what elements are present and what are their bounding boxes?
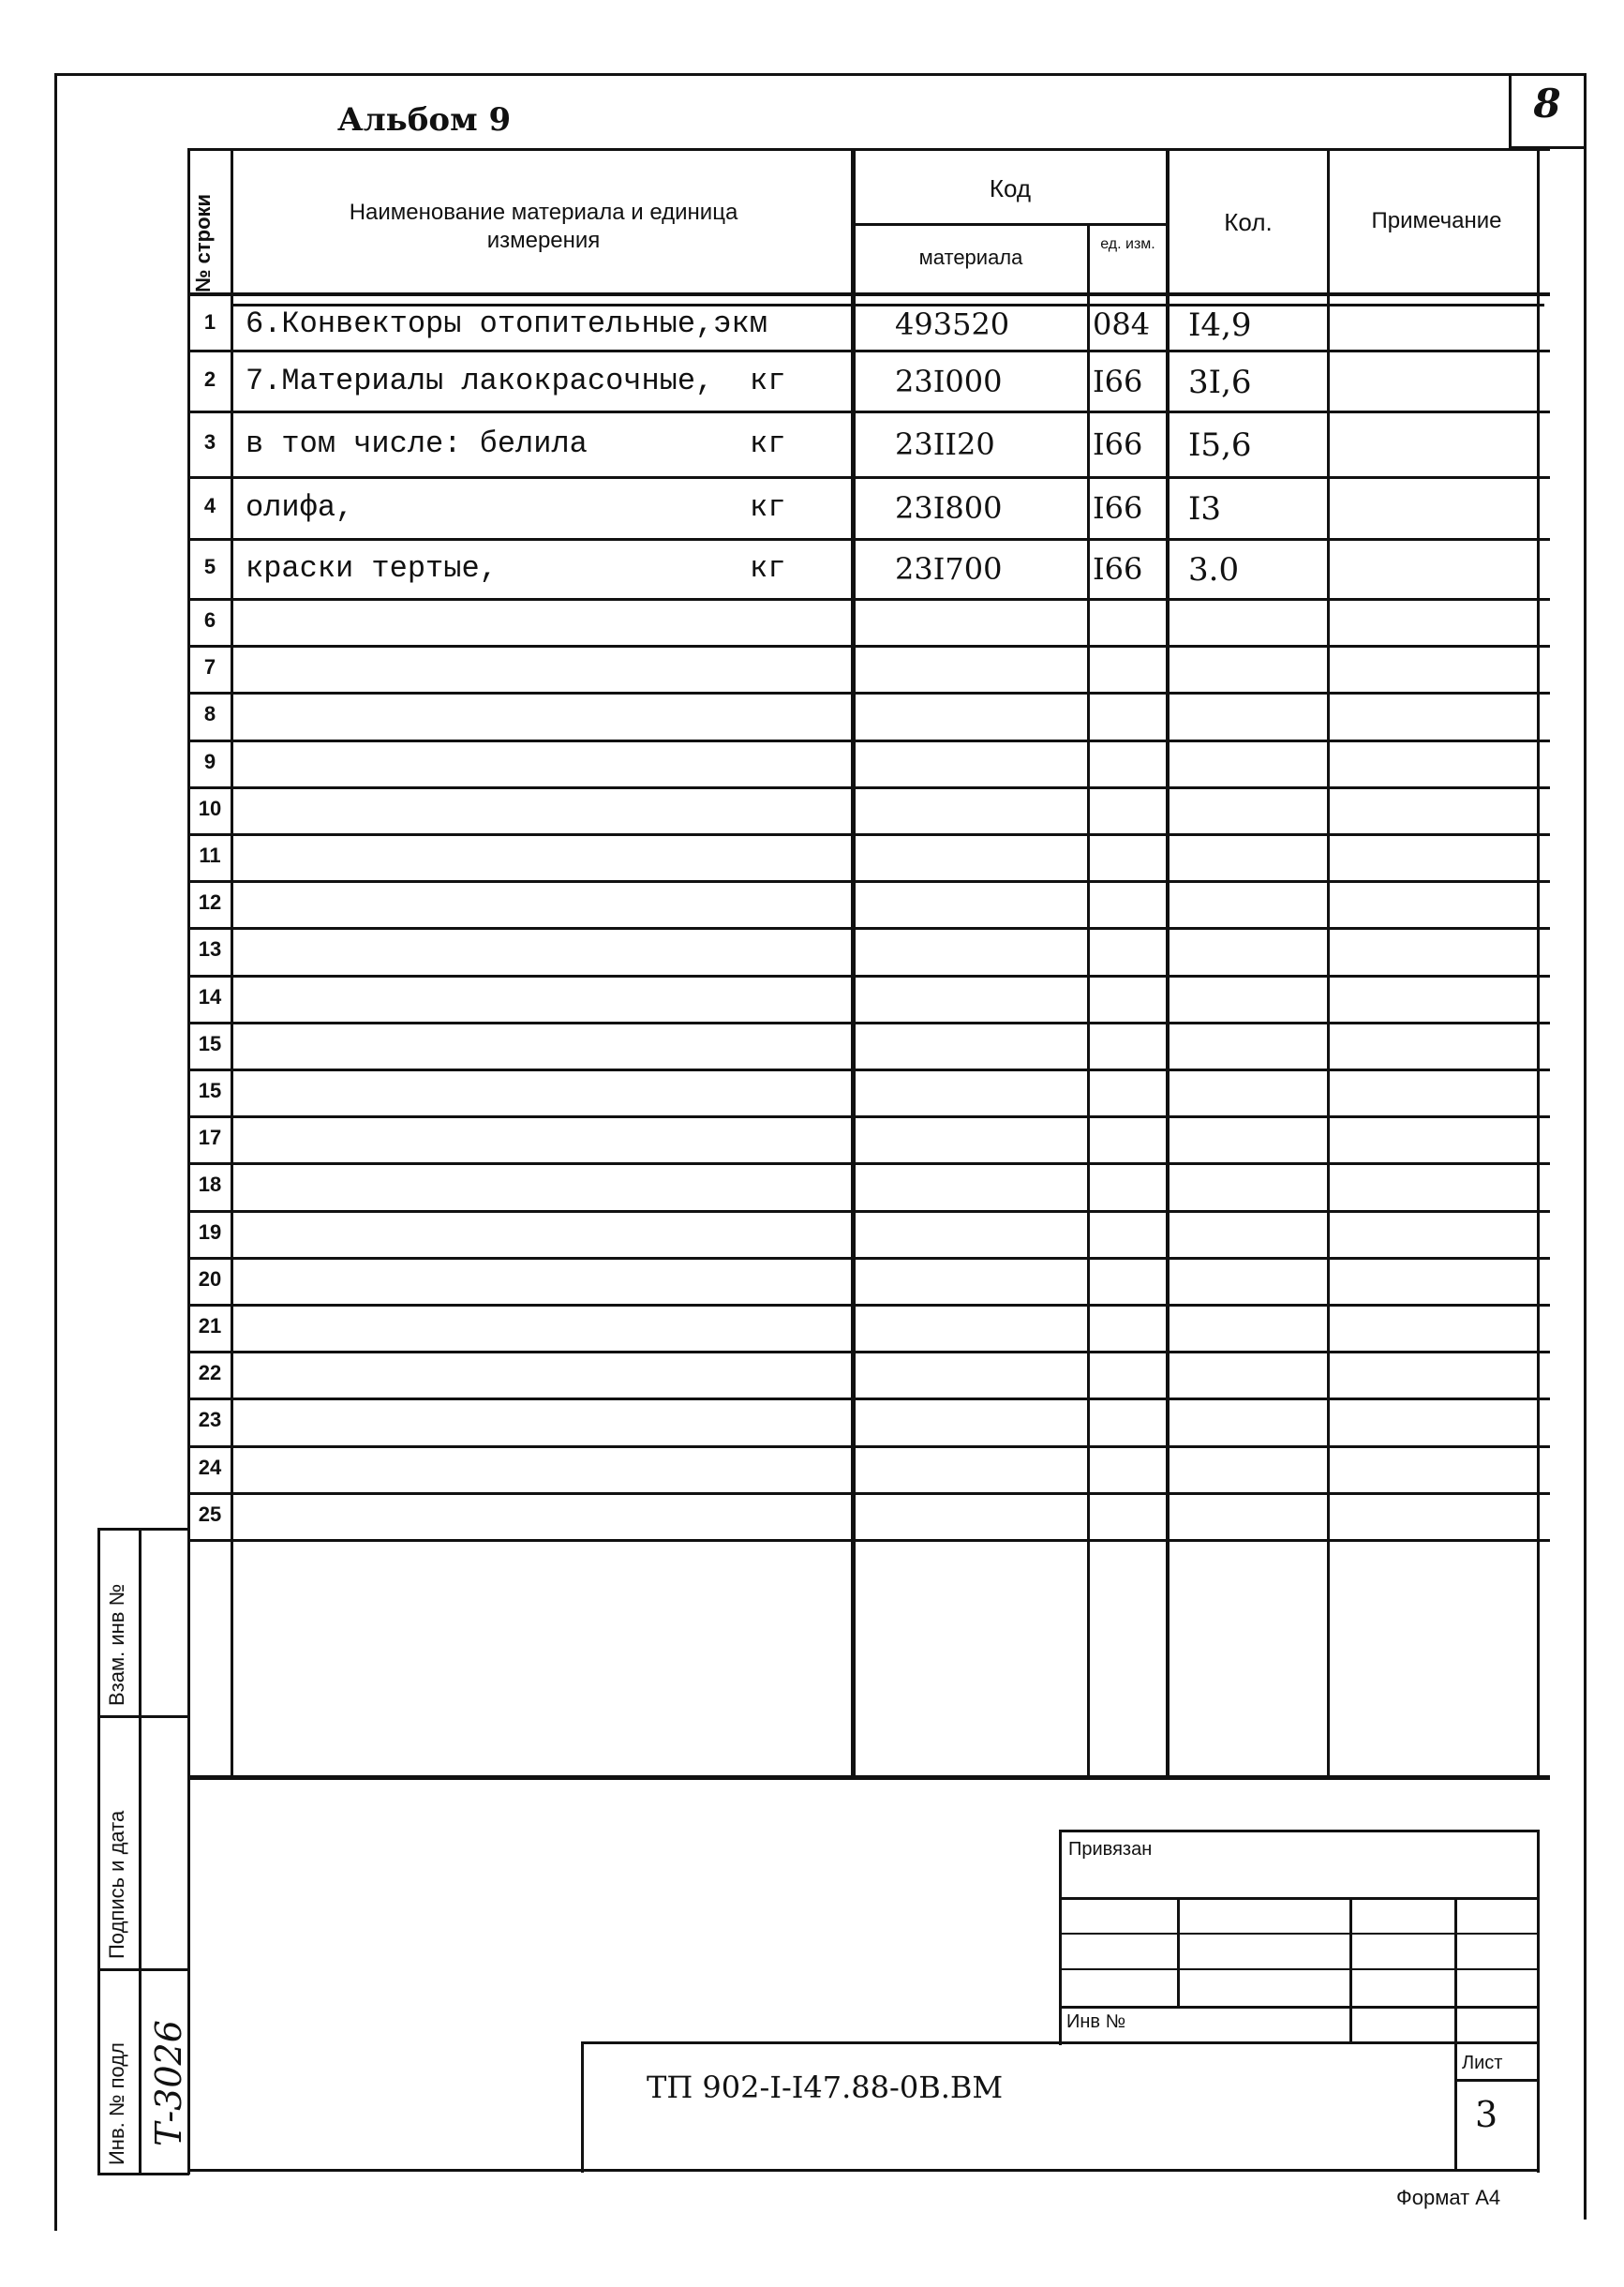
col-line-6 <box>1537 148 1540 1779</box>
material-unit: кг <box>750 490 786 525</box>
stamp-line-1 <box>1059 1897 1539 1900</box>
row-divider <box>187 1257 1550 1260</box>
unit-code: I66 <box>1093 490 1143 526</box>
quantity: I5,6 <box>1188 426 1252 464</box>
material-name: 6.Конвекторы отопительные,экм <box>246 306 767 341</box>
side-label-inv-podl: Инв. № подл <box>105 2042 128 2165</box>
row-number: 12 <box>198 890 222 915</box>
quantity: I3 <box>1188 490 1222 528</box>
side-strip-top <box>97 1528 189 1531</box>
row-number: 4 <box>203 494 216 517</box>
header-row-number: № строки <box>191 193 215 292</box>
stamp-line-2 <box>1059 1933 1539 1935</box>
row-number: 1 <box>203 310 216 334</box>
row-divider <box>187 1492 1550 1495</box>
page-number-box-left <box>1509 75 1512 148</box>
frame-left-line <box>54 73 57 2231</box>
row-number: 19 <box>198 1219 222 1244</box>
quantity: I4,9 <box>1188 306 1252 344</box>
row-divider <box>187 1162 1550 1165</box>
material-code: 23I700 <box>895 551 1003 587</box>
material-unit: кг <box>750 551 786 586</box>
list-value: 3 <box>1475 2094 1498 2135</box>
row-divider <box>187 1115 1550 1118</box>
page-number: 8 <box>1533 81 1561 127</box>
side-strip-left <box>97 1528 100 2175</box>
unit-code: I66 <box>1093 364 1143 399</box>
list-label-line <box>1454 2079 1539 2082</box>
unit-code: I66 <box>1093 551 1143 587</box>
stamp-vline-1 <box>1177 1897 1180 2006</box>
row-divider <box>187 880 1550 883</box>
album-title: Альбом 9 <box>337 101 512 139</box>
row-divider <box>187 1445 1550 1448</box>
material-name: краски тертые, <box>246 551 498 586</box>
row-number: 13 <box>198 937 222 962</box>
row-number: 22 <box>198 1361 222 1385</box>
side-strip-div-1 <box>97 1715 189 1718</box>
row-number: 10 <box>198 796 222 820</box>
side-strip-bottom <box>97 2173 189 2175</box>
stamp-vline-3 <box>1454 1897 1457 2169</box>
side-strip-div-2 <box>97 1968 189 1971</box>
row-divider <box>187 1304 1550 1307</box>
col-line-1 <box>231 148 233 1779</box>
row-divider <box>187 1210 1550 1213</box>
stamp-top <box>1059 1830 1539 1832</box>
material-code: 23I000 <box>895 364 1003 399</box>
row-divider <box>187 1069 1550 1071</box>
unit-code: I66 <box>1093 426 1143 462</box>
row-number: 24 <box>198 1455 222 1479</box>
material-code: 493520 <box>895 306 1010 342</box>
row-number: 8 <box>203 702 216 726</box>
row-divider <box>187 645 1550 648</box>
material-code: 23I800 <box>895 490 1003 526</box>
row-divider <box>187 411 1550 413</box>
col-line-2 <box>851 148 856 1779</box>
material-name: в том числе: белила <box>246 426 588 461</box>
row-divider <box>187 927 1550 930</box>
row-divider <box>187 1351 1550 1353</box>
row-number: 14 <box>198 984 222 1009</box>
row-divider <box>187 1398 1550 1400</box>
material-unit: кг <box>750 426 786 461</box>
designation-top <box>581 2041 1539 2044</box>
row-number: 17 <box>198 1126 222 1150</box>
row-number: 15 <box>198 1079 222 1102</box>
stamp-line-4 <box>1059 2006 1539 2009</box>
row-divider <box>187 598 1550 601</box>
format-label: Формат А4 <box>1396 2186 1501 2209</box>
frame-right-line <box>1584 73 1587 2220</box>
row-divider <box>187 786 1550 789</box>
stamp-privyazan: Привязан <box>1068 1839 1153 1860</box>
list-label: Лист <box>1462 2053 1503 2073</box>
quantity: 3.0 <box>1188 551 1240 589</box>
row-number: 2 <box>203 367 216 391</box>
stamp-inv-no: Инв № <box>1066 2011 1126 2032</box>
row-number: 21 <box>198 1314 222 1338</box>
code-subheader-line <box>853 223 1168 226</box>
frame-top-line <box>54 73 1584 76</box>
side-label-vzam-inv: Взам. инв № <box>105 1583 128 1706</box>
header-code: Код <box>989 174 1032 202</box>
row-divider <box>187 692 1550 695</box>
side-label-podpis-data: Подпись и дата <box>105 1810 128 1959</box>
stamp-line-3 <box>1059 1968 1539 1970</box>
row-number: 7 <box>203 655 216 680</box>
row-divider <box>187 1539 1550 1542</box>
stamp-vline-2 <box>1349 1897 1352 2041</box>
table-bottom-line <box>187 1775 1550 1780</box>
header-qty: Кол. <box>1224 208 1273 236</box>
header-code-unit: ед. изм. <box>1100 236 1155 252</box>
row-divider <box>187 833 1550 836</box>
material-name: олифа, <box>246 490 354 525</box>
row-divider <box>187 476 1550 479</box>
row-number: 5 <box>203 555 216 578</box>
row-number: 23 <box>198 1408 222 1432</box>
stamp-left <box>1059 1830 1062 2045</box>
row-number: 20 <box>198 1266 222 1291</box>
document-designation: ТП 902-I-I47.88-0В.ВМ <box>647 2070 1004 2105</box>
material-code: 23II20 <box>895 426 995 462</box>
row-divider <box>187 350 1550 352</box>
row-divider <box>187 740 1550 742</box>
col-line-5 <box>1327 148 1330 1779</box>
row-number: 6 <box>203 608 216 632</box>
quantity: 3I,6 <box>1188 364 1252 401</box>
table-header-top <box>187 148 1550 151</box>
designation-bottom <box>187 2169 1539 2172</box>
row-number: 15 <box>198 1031 222 1055</box>
header-note: Примечание <box>1371 208 1502 233</box>
row-divider <box>187 975 1550 978</box>
row-number: 3 <box>203 430 216 454</box>
row-number: 18 <box>198 1173 222 1197</box>
side-strip-mid <box>139 1528 142 2175</box>
row-number: 25 <box>198 1502 222 1526</box>
row-divider <box>187 1022 1550 1024</box>
material-name: 7.Материалы лакокрасочные, <box>246 364 714 398</box>
col-line-3 <box>1087 223 1090 1779</box>
header-code-material: материала <box>918 246 1023 269</box>
unit-code: 084 <box>1093 306 1151 342</box>
row-divider <box>187 538 1550 541</box>
row-number: 11 <box>199 844 221 867</box>
col-line-4 <box>1166 148 1170 1779</box>
table-header-bottom <box>187 292 1550 296</box>
stamp-right <box>1537 1830 1540 2173</box>
designation-left <box>581 2041 584 2173</box>
header-name: Наименование материала и единица измерения <box>349 200 738 253</box>
row-number: 9 <box>203 749 216 773</box>
material-unit: кг <box>750 364 786 398</box>
side-inv-podl-value: Т-3026 <box>148 2020 189 2146</box>
